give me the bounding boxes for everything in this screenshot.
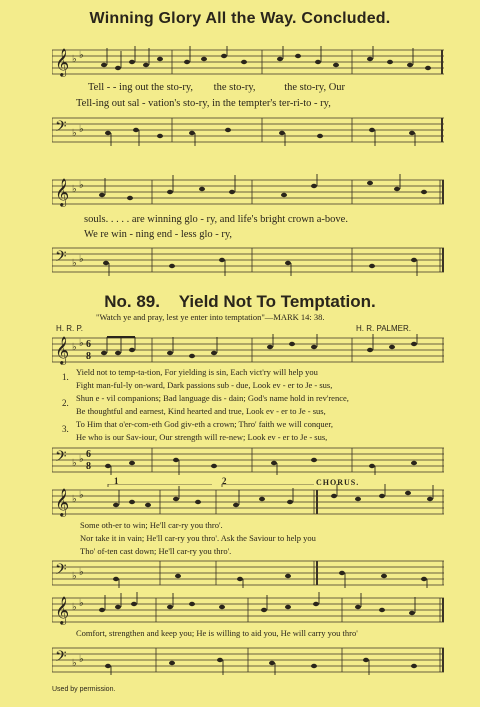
refrain-line: Nor take it in vain; He'll car-ry you thro'. Ask the Saviour to help you [80, 533, 316, 543]
music-staff [52, 334, 444, 366]
verse-line: Fight man-ful-ly on-ward, Dark passions sub - due, Look ev - er to Je - sus, [76, 380, 333, 390]
svg-text:𝄢: 𝄢 [55, 248, 67, 269]
verse-line: Shun e - vil companions; Bad language dis - dain; God's name hold in rev'rence, [76, 393, 349, 403]
svg-text:♭: ♭ [79, 338, 84, 349]
svg-text:𝄢: 𝄢 [55, 561, 67, 582]
svg-text:𝄢: 𝄢 [55, 648, 67, 669]
svg-text:♭: ♭ [79, 598, 84, 609]
svg-text:♭: ♭ [72, 458, 77, 469]
svg-text:♭: ♭ [79, 254, 84, 265]
verse-line: Be thoughtful and earnest, Kind hearted and true, Look ev - er to Je - sus, [76, 406, 326, 416]
hymn1-lyric-line-3: souls. . . . . are winning glo - ry, and life's bright crown a-bove. [84, 214, 348, 225]
svg-text:♭: ♭ [79, 490, 84, 501]
hymn-number: No. 89. [104, 292, 160, 311]
epigraph: "Watch ye and pray, lest ye enter into temptation"—MARK 14: 38. [96, 312, 325, 322]
music-staff [52, 114, 444, 148]
svg-text:𝄞: 𝄞 [55, 178, 70, 206]
music-staff [52, 592, 444, 626]
svg-text:♭: ♭ [79, 454, 84, 465]
music-staff [52, 174, 444, 210]
hymn1-lyric-line-1 [88, 82, 345, 93]
staff-system1-bass [52, 114, 444, 148]
svg-text:♭: ♭ [72, 658, 77, 669]
svg-text:8: 8 [86, 351, 91, 362]
refrain-line: Some oth-er to win; He'll car-ry you thro'. [80, 520, 223, 530]
author-left: H. R. P. [56, 324, 83, 333]
refrain-line: Tho' of-ten cast down; He'll car-ry you thro'. [80, 546, 232, 556]
permission-footer: Used by permission. [52, 686, 116, 693]
verse-number: 2. [62, 398, 69, 408]
music-staff [52, 642, 444, 676]
verse-line: Yield not to temp-ta-tion, For yielding is sin, Each vict'ry will help you [76, 367, 318, 377]
svg-text:♭: ♭ [72, 258, 77, 269]
svg-text:♭: ♭ [72, 494, 77, 505]
svg-text:♭: ♭ [72, 602, 77, 613]
music-staff [52, 484, 444, 518]
svg-text:6: 6 [86, 449, 91, 460]
svg-text:6: 6 [86, 339, 91, 350]
hymn1-lyric-line-2: Tell-ing out sal - vation's sto-ry, in the tempter's ter-ri-to - ry, [76, 98, 331, 109]
svg-text:𝄞: 𝄞 [55, 488, 70, 516]
music-staff [52, 557, 444, 589]
svg-text:♭: ♭ [79, 50, 84, 61]
staff-system2-treble [52, 174, 444, 210]
lyric-segment: Tell - - ing out the sto-ry, [88, 82, 194, 93]
author-right: H. R. PALMER. [356, 324, 411, 333]
svg-text:♭: ♭ [72, 128, 77, 139]
svg-text:𝄢: 𝄢 [55, 448, 67, 469]
hymn2-heading [0, 292, 480, 312]
staff-system3-treble [52, 334, 444, 366]
staff-system5-bass [52, 642, 444, 676]
svg-text:♭: ♭ [72, 54, 77, 65]
staff-system1-treble [52, 46, 444, 80]
second-ending-label: 2 [222, 476, 227, 486]
verse-line: He who is our Sav-iour, Our strength will re-new; Look ev - er to Je - sus, [76, 432, 328, 442]
hymn1-title: Winning Glory All the Way. Concluded. [89, 10, 391, 27]
music-staff [52, 244, 444, 278]
svg-text:𝄞: 𝄞 [55, 336, 70, 364]
svg-text:♭: ♭ [72, 184, 77, 195]
refrain-final-line: Comfort, strengthen and keep you; He is willing to aid you, He will carry you thro' [76, 628, 358, 638]
first-ending-label: 1 [114, 476, 119, 486]
lyric-segment: the sto-ry, Our [284, 82, 346, 93]
verse-line: To Him that o'er-com-eth God giv-eth a crown; Thro' faith we will conquer, [76, 419, 333, 429]
music-staff [52, 46, 444, 80]
verse-number: 1. [62, 372, 69, 382]
staff-system3-bass [52, 444, 444, 476]
hymn1-lyric-line-4: We re win - ning end - less glo - ry, [84, 229, 233, 240]
chorus-label: CHORUS. [316, 478, 360, 487]
verse-number: 3. [62, 424, 69, 434]
svg-text:♭: ♭ [72, 571, 77, 582]
staff-system5-treble [52, 592, 444, 626]
svg-text:𝄞: 𝄞 [55, 596, 70, 624]
svg-text:♭: ♭ [79, 567, 84, 578]
lyric-segment: the sto-ry, [213, 82, 256, 93]
staff-system4-bass [52, 557, 444, 589]
svg-text:♭: ♭ [72, 342, 77, 353]
staff-system4-treble [52, 484, 444, 518]
svg-text:♭: ♭ [79, 124, 84, 135]
svg-text:♭: ♭ [79, 180, 84, 191]
svg-text:𝄢: 𝄢 [55, 118, 67, 139]
svg-text:♭: ♭ [79, 654, 84, 665]
svg-text:𝄞: 𝄞 [55, 48, 70, 76]
svg-text:8: 8 [86, 461, 91, 472]
music-staff [52, 444, 444, 476]
staff-system2-bass [52, 244, 444, 278]
hymn2-title: Yield Not To Temptation. [178, 292, 376, 311]
